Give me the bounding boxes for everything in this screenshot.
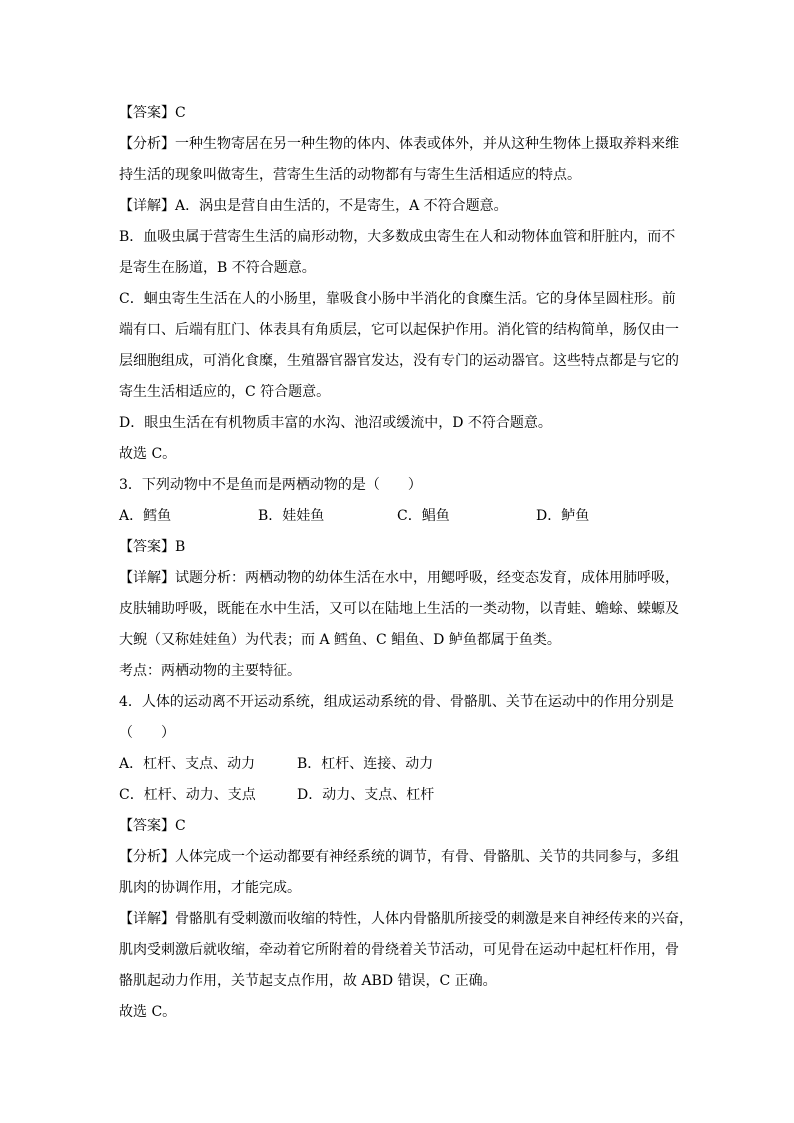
text-line: 是寄生在肠道，B 不符合题意。 bbox=[119, 260, 316, 276]
text-line: （ ） bbox=[119, 725, 175, 741]
option-d: D．鲈鱼 bbox=[536, 508, 590, 524]
option-b: B．娃娃鱼 bbox=[258, 508, 325, 524]
text-line: 【详解】骨骼肌有受刺激而收缩的特性，人体内骨骼肌所接受的刺激是来自神经传来的兴奋， bbox=[119, 911, 693, 927]
text-line: 【答案】C bbox=[119, 818, 186, 834]
text-line: 考点：两栖动物的主要特征。 bbox=[119, 663, 301, 679]
text-line: 【答案】B bbox=[119, 539, 186, 555]
text-line: 【分析】人体完成一个运动都要有神经系统的调节，有骨、骨骼肌、关节的共同参与，多组 bbox=[119, 849, 679, 865]
text-line: 皮肤辅助呼吸，既能在水中生活，又可以在陆地上生活的一类动物，以青蛙、蟾蜍、蝾螈及 bbox=[119, 601, 679, 617]
text-line: 【详解】试题分析：两栖动物的幼体生活在水中，用鳃呼吸，经变态发育，成体用肺呼吸， bbox=[119, 570, 679, 586]
text-line: C．蛔虫寄生生活在人的小肠里，靠吸食小肠中半消化的食糜生活。它的身体呈圆柱形。前 bbox=[119, 291, 676, 307]
option-c: C．杠杆、动力、支点 bbox=[119, 787, 256, 803]
option-a: A．杠杆、支点、动力 bbox=[119, 756, 256, 772]
text-line: 肌肉受刺激后就收缩，牵动着它所附着的骨绕着关节活动，可见骨在运动中起杠杆作用，骨 bbox=[119, 942, 679, 958]
text-line: 故选 C。 bbox=[119, 446, 177, 462]
text-line: 骼肌起动力作用，关节起支点作用，故 ABD 错误，C 正确。 bbox=[119, 973, 497, 989]
text-line: 【详解】A．涡虫是营自由生活的，不是寄生，A 不符合题意。 bbox=[119, 198, 508, 214]
text-line: 肌肉的协调作用，才能完成。 bbox=[119, 880, 301, 896]
text-line: 大鲵（又称娃娃鱼）为代表；而 A 鳕鱼、C 鲳鱼、D 鲈鱼都属于鱼类。 bbox=[119, 632, 561, 648]
text-line: 层细胞组成，可消化食糜，生殖器官器官发达，没有专门的运动器官。这些特点都是与它的 bbox=[119, 353, 679, 369]
option-c: C．鲳鱼 bbox=[397, 508, 450, 524]
option-d: D．动力、支点、杠杆 bbox=[297, 787, 435, 803]
text-line: 【答案】C bbox=[119, 105, 186, 121]
text-line: D．眼虫生活在有机物质丰富的水沟、池沼或缓流中，D 不符合题意。 bbox=[119, 415, 552, 431]
text-line: 持生活的现象叫做寄生，营寄生生活的动物都有与寄生生活相适应的特点。 bbox=[119, 167, 581, 183]
text-line: 4．人体的运动离不开运动系统，组成运动系统的骨、骨骼肌、关节在运动中的作用分别是 bbox=[119, 694, 674, 710]
text-line: 故选 C。 bbox=[119, 1004, 177, 1020]
text-line: 3．下列动物中不是鱼而是两栖动物的是（ ） bbox=[119, 477, 422, 493]
text-line: 寄生生活相适应的，C 符合题意。 bbox=[119, 384, 331, 400]
option-a: A．鳕鱼 bbox=[119, 508, 172, 524]
option-b: B．杠杆、连接、动力 bbox=[297, 756, 434, 772]
text-line: 端有口、后端有肛门、体表具有角质层，它可以起保护作用。消化管的结构简单，肠仅由一 bbox=[119, 322, 679, 338]
text-line: B．血吸虫属于营寄生生活的扁形动物，大多数成虫寄生在人和动物体血管和肝脏内，而不 bbox=[119, 229, 676, 245]
text-line: 【分析】一种生物寄居在另一种生物的体内、体表或体外，并从这种生物体上摄取养料来维 bbox=[119, 136, 679, 152]
